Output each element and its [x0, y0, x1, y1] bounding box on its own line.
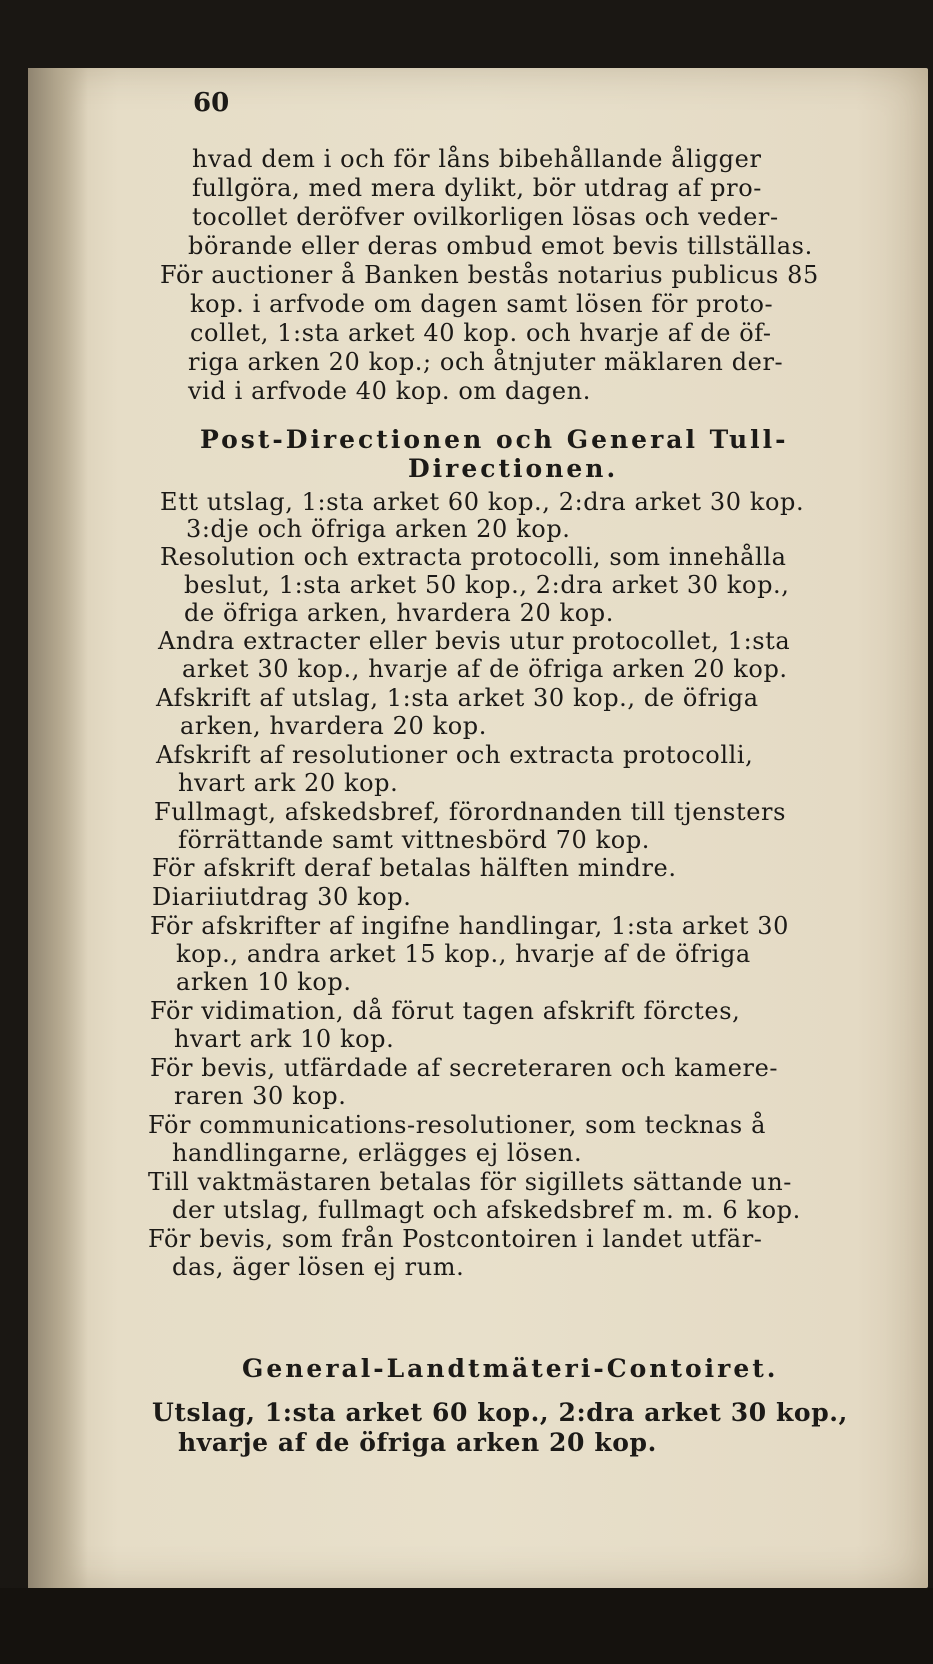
- fee-line: För vidimation, då förut tagen afskrift förctes,: [150, 997, 741, 1025]
- fee-line: Diariiutdrag 30 kop.: [152, 883, 412, 911]
- intro-line: För auctioner å Banken bestås notarius publicus 85: [160, 261, 819, 289]
- fee-line: Ett utslag, 1:sta arket 60 kop., 2:dra arket 30 kop.: [160, 488, 805, 516]
- section-heading: Directionen.: [408, 454, 619, 483]
- fee-line: Fullmagt, afskedsbref, förordnanden till tjensters: [154, 798, 787, 826]
- fee-line: Resolution och extracta protocolli, som innehålla: [160, 543, 787, 571]
- intro-line: hvad dem i och för låns bibehållande åligger: [192, 145, 762, 173]
- fee-line: arket 30 kop., hvarje af de öfriga arken 20 kop.: [182, 655, 788, 683]
- fee-line: För bevis, utfärdade af secreteraren och kamere-: [150, 1054, 779, 1082]
- intro-line: fullgöra, med mera dylikt, bör utdrag af pro-: [192, 174, 762, 202]
- fee-line: raren 30 kop.: [174, 1082, 347, 1110]
- fee-line: beslut, 1:sta arket 50 kop., 2:dra arket 30 kop.,: [184, 571, 790, 599]
- section-heading: General-Landtmäteri-Contoiret.: [242, 1354, 779, 1383]
- section-heading: Post-Directionen och General Tull-: [200, 425, 789, 454]
- fee-line: arken 10 kop.: [176, 968, 352, 996]
- fee-line: hvart ark 20 kop.: [178, 769, 399, 797]
- fee-line: Afskrift af utslag, 1:sta arket 30 kop., de öfriga: [156, 684, 759, 712]
- fee-line: Afskrift af resolutioner och extracta protocolli,: [156, 741, 754, 769]
- intro-line: riga arken 20 kop.; och åtnjuter mäklaren der-: [188, 348, 784, 376]
- fee-line: För bevis, som från Postcontoiren i landet utfär-: [148, 1225, 763, 1253]
- fee-line: Andra extracter eller bevis utur protocollet, 1:sta: [158, 627, 791, 655]
- fee-line: förrättande samt vittnesbörd 70 kop.: [178, 826, 651, 854]
- fee-line: de öfriga arken, hvardera 20 kop.: [184, 599, 614, 627]
- fee-line: arken, hvardera 20 kop.: [180, 712, 487, 740]
- intro-line: collet, 1:sta arket 40 kop. och hvarje af de öf-: [190, 319, 772, 347]
- fee-line: Till vaktmästaren betalas för sigillets sättande un-: [148, 1168, 792, 1196]
- intro-line: kop. i arfvode om dagen samt lösen för proto-: [190, 290, 774, 318]
- fee-line: hvart ark 10 kop.: [174, 1025, 395, 1053]
- fee-line: der utslag, fullmagt och afskedsbref m. m. 6 kop.: [172, 1196, 801, 1224]
- fee-line: das, äger lösen ej rum.: [172, 1253, 465, 1281]
- fee-line: För communications-resolutioner, som tecknas å: [148, 1111, 766, 1139]
- fee-line: För afskrifter af ingifne handlingar, 1:sta arket 30: [150, 912, 790, 940]
- fee-line: För afskrift deraf betalas hälften mindre.: [152, 854, 677, 882]
- intro-line: börande eller deras ombud emot bevis tillställas.: [188, 232, 813, 260]
- page-number: 60: [193, 88, 230, 118]
- fee-line: handlingarne, erlägges ej lösen.: [172, 1139, 583, 1167]
- intro-line: tocollet deröfver ovilkorligen lösas och veder-: [192, 203, 779, 231]
- fee-line: hvarje af de öfriga arken 20 kop.: [178, 1428, 657, 1457]
- fee-line: kop., andra arket 15 kop., hvarje af de öfriga: [176, 940, 751, 968]
- intro-line: vid i arfvode 40 kop. om dagen.: [188, 377, 591, 405]
- fee-line: Utslag, 1:sta arket 60 kop., 2:dra arket 30 kop.,: [152, 1398, 848, 1427]
- fee-line: 3:dje och öfriga arken 20 kop.: [186, 515, 571, 543]
